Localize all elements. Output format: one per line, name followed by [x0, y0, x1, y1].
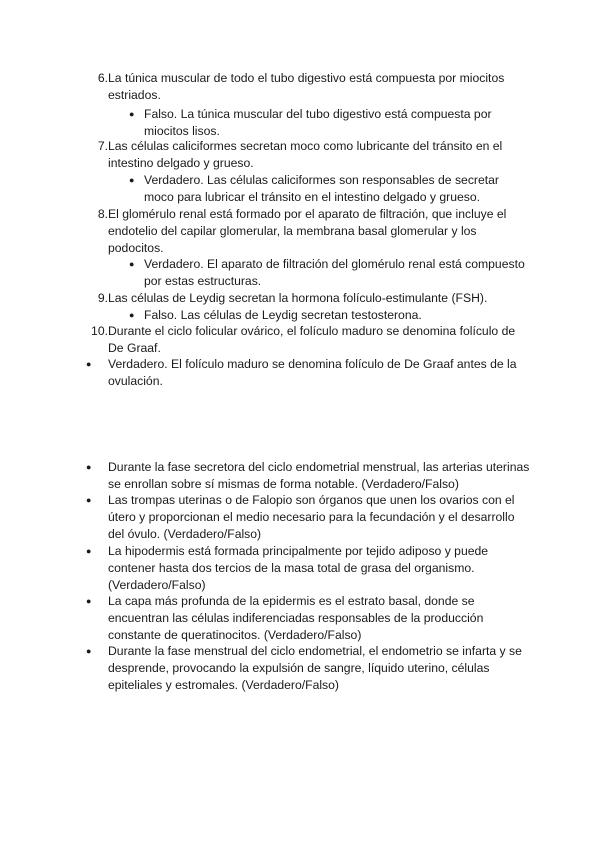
- bullet-icon: ●: [129, 175, 135, 185]
- question-text: Las células de Leydig secretan la hormona folículo-estimulante (FSH).: [108, 291, 488, 305]
- question-item: [91, 323, 523, 357]
- answer-item: [129, 106, 504, 140]
- question-number: 9.: [97, 291, 108, 305]
- statement-item: [86, 543, 518, 594]
- bullet-icon: ●: [86, 495, 92, 505]
- question-number: 6.: [97, 71, 108, 85]
- bullet-icon: ●: [86, 596, 92, 606]
- question-text: Durante el ciclo folicular ovárico, el folículo maduro se denomina folículo de De Graaf.: [108, 324, 516, 355]
- question-item: [97, 290, 518, 307]
- answer-text: Verdadero. El folículo maduro se denomina folículo de De Graaf antes de la ovulación.: [108, 357, 517, 388]
- bullet-icon: ●: [86, 646, 92, 656]
- bullet-icon: ●: [129, 259, 135, 269]
- bullet-icon: ●: [129, 310, 135, 320]
- question-number: 10.: [91, 324, 108, 338]
- question-number: 8.: [97, 207, 108, 221]
- statement-item: [86, 593, 488, 644]
- statement-text: Las trompas uterinas o de Falopio son órganos que unen los ovarios con el útero y proporcionan el medio necesario para la fecundación y el desarrollo del óvulo. (Verdadero/Falso): [108, 493, 515, 541]
- bullet-icon: ●: [129, 109, 135, 119]
- answer-text: Verdadero. Las células caliciformes son responsables de secretar moco para lubricar el tránsito en el intestino delgado y grueso.: [144, 173, 499, 204]
- statement-item: [86, 459, 533, 493]
- answer-item: [86, 356, 523, 390]
- statement-text: La capa más profunda de la epidermis es el estrato basal, donde se encuentran las células indiferenciadas responsables de la producción constante de queratinocitos. (Verdadero/Falso): [108, 594, 484, 642]
- answer-item: [129, 172, 514, 206]
- statement-item: [86, 492, 518, 543]
- statement-text: La hipodermis está formada principalmente por tejido adiposo y puede contener hasta dos tercios de la masa total de grasa del organismo. (Verdadero/Falso): [108, 544, 489, 592]
- question-item: [97, 70, 513, 104]
- answer-item: [129, 256, 529, 290]
- question-text: Las células caliciformes secretan moco como lubricante del tránsito en el intestino delgado y grueso.: [108, 139, 503, 170]
- question-number: 7.: [97, 139, 108, 153]
- question-item: [97, 138, 513, 172]
- question-item: [97, 206, 508, 257]
- question-text: La túnica muscular de todo el tubo digestivo está compuesta por miocitos estriados.: [108, 71, 505, 102]
- bullet-icon: ●: [86, 546, 92, 556]
- answer-item: [129, 307, 524, 324]
- bullet-icon: ●: [86, 359, 92, 369]
- statement-text: Durante la fase secretora del ciclo endometrial menstrual, las arterias uterinas se enrollan sobre sí mismas de forma notable. (Verdadero/Falso): [108, 460, 530, 491]
- statement-item: [86, 643, 523, 694]
- question-text: El glomérulo renal está formado por el aparato de filtración, que incluye el endotelio del capilar glomerular, la membrana basal glomerular y los podocitos.: [108, 207, 507, 255]
- answer-text: Falso. La túnica muscular del tubo digestivo está compuesta por miocitos lisos.: [144, 107, 492, 138]
- answer-text: Falso. Las células de Leydig secretan testosterona.: [144, 308, 422, 322]
- answer-text: Verdadero. El aparato de filtración del glomérulo renal está compuesto por estas estructuras.: [144, 257, 525, 288]
- bullet-icon: ●: [86, 462, 92, 472]
- statement-text: Durante la fase menstrual del ciclo endometrial, el endometrio se infarta y se desprende, provocando la expulsión de sangre, líquido uterino, células epiteliales y estromales. (Verdadero/Falso): [108, 644, 522, 692]
